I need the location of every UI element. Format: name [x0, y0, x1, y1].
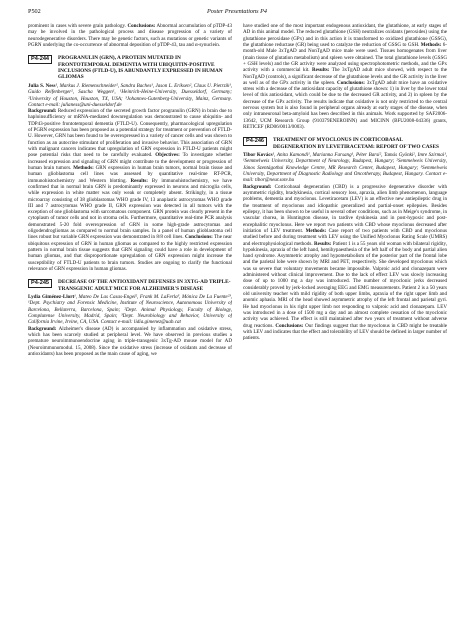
abstract-title: DECREASE OF THE ANTIOXIDANT DEFENSES IN 3XTG-AD TRIPLE-TRANSGENIC ADULT MICE FOR ALZHEIMER'S DISEASE: [58, 279, 231, 292]
abstract-title: PROGRANULIN (GRN), A PROTEIN MUTATED IN FRONTOTEMPORAL DEMENTIA WITH UBIQUITIN-POSITIVE INCLUSIONS (FTLD-U), IS ABUNDANTLY EXPRESSED IN HUMAN GLIOMAS: [58, 55, 223, 81]
abstract-heading: [28, 55, 232, 81]
abstract-authors: Lydia Giménez-Llort¹, Mateo De Las Casas-Engel², Frank M. LaFerla³, Mónica De La Fuente²³, ¹Dept. Psychiatry and Forensic Medicine, Institute of Neuroscience, Autonomous University of Barcelona, Bellaterra, Barcelona, Spain; ²Dept. Animal Physiology, Faculty of Biology, Complutense University, Madrid, Spain; ³Dept. Neurobiology and Behavior, University of California Irvine, Irvine, CA, USA. Contact e-mail: lidia.gimenez@uab.cat: [28, 294, 232, 326]
running-head: Poster Presentations P4: [207, 8, 267, 15]
abstract-p4-246: [243, 137, 447, 341]
abstract-heading: [243, 137, 447, 150]
abstract-id: P4-246: [243, 137, 267, 146]
abstract-authors: Tibor Kovács¹, Anita Kamondi¹, Marianna Farsang¹, Péter Barsi², Tamás Gyönki², Imre Szirmai¹, ¹Semmelweis University, Department of Neurology, Budapest, Hungary; ²Semmelweis University, János Szentágothai Knowledge Centre, MR Research Center, Budapest, Hungary; ³Semmelweis University, Department of Diagnostic Radiology and Oncotherapy, Budapest, Hungary. Contact e-mail: tibor@neur.sote.hu: [243, 152, 447, 184]
continued-abstract-text: prominent in cases with severe grain pathology. Conclusions: Abnormal accumulation of pTDP-43 may be involved in the pathological process and disease progression of a variety of neurodegenerative disorders. There may be genetic factors, such as mutations or genetic variants of PGRN underlying the co-occurrence of abnormal deposition of pTDP-43, tau and α-synuclein.: [28, 23, 232, 48]
abstract-heading: [28, 279, 232, 292]
abstract-p4-245: [28, 279, 232, 357]
abstract-body: Background: Reduced expression of the secreted growth factor progranulin (GRN) in brain due to haploinsufficiency or mRNA-mediated downregulation was demonstrated to cause ubiquitin- and TDP43-positive frontotemporal dementia (FTLD-U). Consequently, pharmacological upregulation of PGRN expression has been proposed as a potential strategy for treatment or prevention of FTLD-U. However, GRN has been found to be overexpressed in a variety of cancer cells and was shown to function as an autocrine stimulant of proliferation and invasive behavior. This association of GRN with malignant cancers indicates that upregulation of GRN expression in FTLD-U patients might pose potential risks that need to be carefully evaluated. Objectives: To investigate whether increased expression and signaling of GRN might contribute to the development or progression of human brain tumors. Methods: GRN expression in human brain tumors, normal brain tissue and human glioblastoma cell lines was assessed by quantitative real-time RT-PCR, immunohistochemistry and Western blotting. Results: By immunohistochemistry, we have confirmed that in normal brain GRN is predominantly expressed in neurons and microglia cells, while expression in white matter was only weak or completely absent. Strikingly, in a tissue microarray consisting of 38 glioblastomas WHO grade IV, 13 anaplastic astrocytomas WHO grade III and 7 astrocytomas WHO grade II, GRN expression was detected in all tumors with the exception of one glioblastoma with sarcomatous component. GRN protein was clearly present in the cytoplasm of tumor cells and not in stroma cells. Furthermore, quantitative real-time PCR analysis demonstrated 5-20 fold overexpression of GRN in some high-grade astrocytomas and oligodendrogliomas as compared to normal brain samples. In a panel of human glioblastoma cell lines robust but variable GRN expression was demonstrated in 8/8 cell lines. Conclusions: The near ubiquitous expression of GRN in human gliomas as compared to the highly restricted expression pattern in normal brain tissue suggests that GRN signaling could have a role in development of human gliomas, and that disproportionate upregulation of GRN expression might increase the susceptibility of FTLD-U patients to brain tumors. Studies are ongoing to clarify the functional relevance of GRN expression in human gliomas.: [28, 108, 232, 272]
abstract-id: P4-245: [28, 279, 52, 288]
abstract-body: Background: Corticobasal degeneration (CBD) is a progressive degenerative disorder with asymmetric rigidity, bradykinesia, cortical sensory loss, apraxia, alien limb phenomenon, language problems, dementia and myoclonus. Levetiracetam (LEV) is an effective new antiepileptic drug in the treatment of myoclonus and idiopathic generalized and partial-onset epilepsies. Besides epilepsy, it has been shown to be useful in several other conditions, such as in Meige's syndrome, in vascular chorea, in Huntington disease, in tardive dyskinesia and in post-hypoxic and post-encephalitic myoclonus. Here we report two patients with CBD whose myoclonus decreased after initiation of LEV treatment. Methods: Case report of two patients with CBD and myoclonus studied before and during treatment with LEV using the Unified Myoclonus Rating Scale (UMRS) and electrophysiological methods. Results: Patient 1 is a 55 years old woman with bilateral rigidity, hypokinesia, apraxia of the left hand, hemihypaesthesia of the left half of the body and partial alien hand syndrome. Asymmetric atrophy and hypometabolism of the posterior part of the frontal lobe and the parietal lobe were shown by MRI and PET, respectively. She developed myoclonus which was so severe that voluntary movements became impossible. Valproic acid and clonazepam were administered without clinical improvement. Due to the lack of effect LEV was slowly increasing dose of up to 1000 mg a day was introduced. The number of myoclonic jerks decreased considerably proved by jerk-locked averaging EEG and EMG measurements. Patient 2 is a 50 years old university teacher with mild rigidity of both upper limbs, apraxia of the right upper limb and anomic aphasia. MRI of the head showed asymmetric atrophy of the left frontal and parietal gyri. He had myoclonus in his right upper limb not responding to valproic acid and clonazepam. LEV was introduced in a dose of 1500 mg a day and an almost complete cessation of the myoclonic activity was achieved. The effect is still maintained after two years of treatment without adverse drug reactions. Conclusions: Our findings suggest that the myoclonus in CBD might be treatable with LEV and indicates that the effect and tolerability of LEV should be defined in larger number of patients.: [243, 183, 447, 342]
abstract-id: P4-244: [28, 55, 52, 64]
page-number: P502: [28, 8, 41, 15]
abstract-title: TREATMENT OF MYOCLONUS IN CORTICOBASAL DEGENERATION BY LEVETIRACETAM: REPORT OF TWO CASES: [273, 137, 439, 150]
abstract-p4-244: [28, 55, 232, 272]
continued-abstract-text: have studied one of the most important endogenous antioxidant, the glutathione, at early stages of AD in this animal model. The reduced glutathione (GSH) neutralizes oxidants (peroxides) using the glutathione peroxidase (GPx) and in this action it is transformed to oxidized glutathione (GSSG), the glutathione reductase (GR) being used to catalyze the reduction of GSSG to GSH. Methods: 6-month-old Male 3xTgAD and NonTgAD mice male were used. Tissues homogenates from liver (main tissue of glutation metabolism) and spleen were obtained. The total glutathione levels (GSSG + GSH levels) and the GR activity were analyzed using spectrophotometric methods, and the GPx activity with a commercial kit. Results: The 3xTgAD adult mice showed, with respect to the NonTgAD (controls), a significant decrease of the glutathione levels and the GR activity in the liver as well as of the GPx activity in the spleen. Conclusions: 3xTgAD adult mice have an oxidative stress with a decrease of the antioxidant capacity of glutathione shown: 1) in liver by the lower total level of this antioxidant, which could be due to the decreased GR activity, and 2) in spleen by the decrease of the GPx activity. The results indicate that oxidative is not only restricted to the central nervous system but is also found in peripheral organs already at early stages of the disease, when only intraneuronal beta-amyloid has been described in this animals. Work supported by SAF2006-13642, UCM Research Group (910379ENEROINN) and MICINN (BFU2008-04336) grants, RETICEF (RD06/0013/0003).: [243, 23, 447, 130]
left-column: [28, 23, 232, 626]
page-header: [28, 8, 446, 18]
abstract-body: Background: Alzheimer's disease (AD) is accompanied by inflammation and oxidative stress, which has been scarcely studied at peripheral level. We have observed in previous studies a premature neuroimmunoendocrine aging in triple-transgenic 3xTg-AD mouse model for AD (Neuroimmunomodul. 15, 2008). Since the oxidative stress (increase of oxidants and decrease of antioxidants) has been proposed as the main cause of aging, we: [28, 325, 232, 357]
abstract-authors: Julia S. Ness¹, Markus J. Riemenschneider², Sandra Baches¹, Jason L. Eriksen², Claus U. Pietrzik¹, Guido Reifenberger², Sascha Weggen¹, ¹Heinrich-Heine-University, Duesseldorf, Germany; ²University of Houston, Houston, TX, USA; ³Johannes-Gutenberg-University, Mainz, Germany. Contact e-mail: julianess@uni-duesseldorf.de: [28, 82, 232, 108]
right-column: [243, 23, 447, 626]
